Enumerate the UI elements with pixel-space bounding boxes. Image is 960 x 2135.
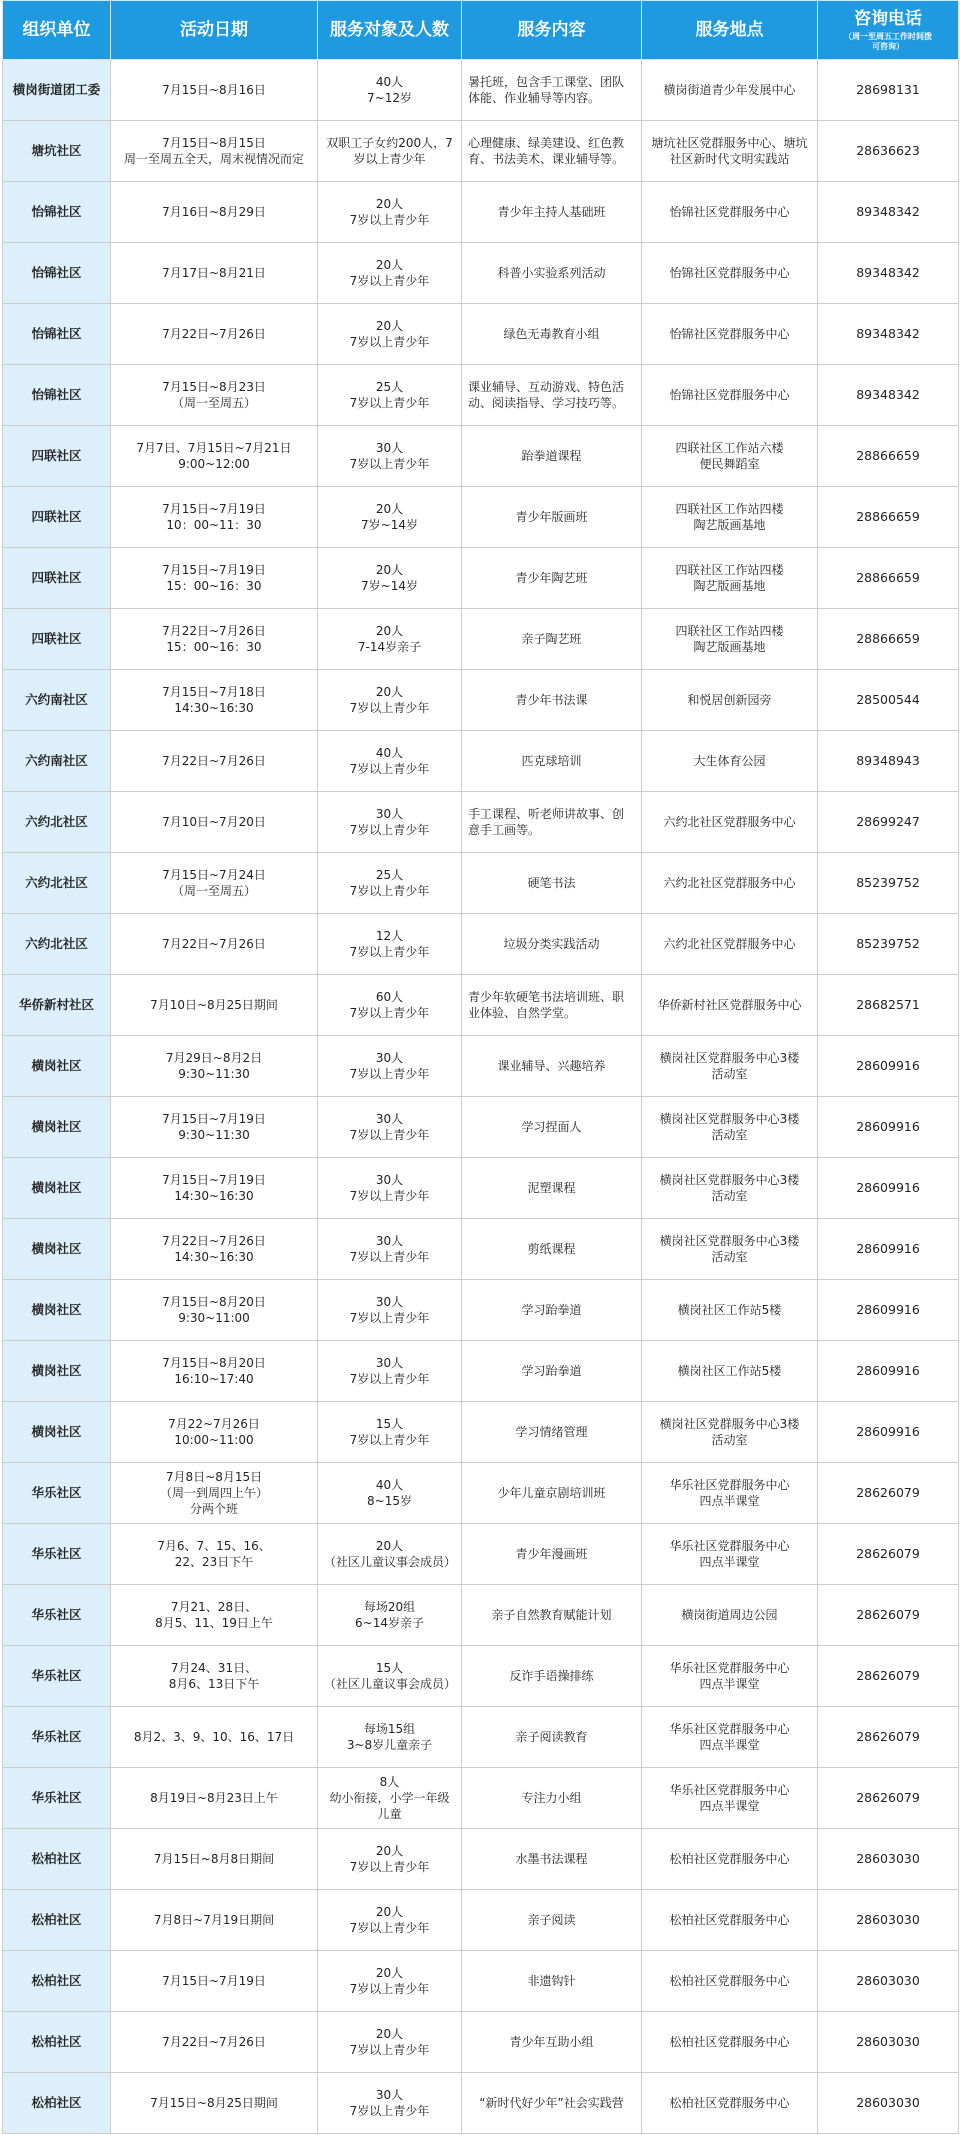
- cell-phone: 28626079: [818, 1463, 959, 1524]
- cell-location: 六约北社区党群服务中心: [642, 792, 818, 853]
- cell-date: 7月7日、7月15日~7月21日 9:00~12:00: [111, 426, 318, 487]
- cell-content: 科普小实验系列活动: [462, 243, 642, 304]
- cell-target: 30人 7岁以上青少年: [318, 792, 462, 853]
- cell-phone: 28609916: [818, 1036, 959, 1097]
- cell-date: 8月2、3、9、10、16、17日: [111, 1707, 318, 1768]
- cell-content: 手工课程、听老师讲故事、创意手工画等。: [462, 792, 642, 853]
- cell-content: 青少年书法课: [462, 670, 642, 731]
- cell-location: 松柏社区党群服务中心: [642, 1890, 818, 1951]
- cell-date: 7月24、31日、 8月6、13日下午: [111, 1646, 318, 1707]
- table-body: [3, 60, 959, 2134]
- cell-org: 松柏社区: [3, 1829, 111, 1890]
- cell-date: 7月22日~7月26日: [111, 731, 318, 792]
- cell-date: 7月15日~7月19日: [111, 1951, 318, 2012]
- table-row: [3, 1890, 959, 1951]
- table-row: [3, 609, 959, 670]
- cell-target: 20人 7岁以上青少年: [318, 243, 462, 304]
- cell-target: 20人 7岁以上青少年: [318, 1829, 462, 1890]
- cell-target: 40人 7岁以上青少年: [318, 731, 462, 792]
- cell-org: 松柏社区: [3, 2073, 111, 2134]
- cell-content: 泥塑课程: [462, 1158, 642, 1219]
- cell-phone: 28626079: [818, 1646, 959, 1707]
- table-row: [3, 670, 959, 731]
- cell-org: 横岗社区: [3, 1158, 111, 1219]
- cell-phone: 28500544: [818, 670, 959, 731]
- table-row: [3, 1036, 959, 1097]
- cell-location: 怡锦社区党群服务中心: [642, 365, 818, 426]
- cell-target: 25人 7岁以上青少年: [318, 365, 462, 426]
- cell-location: 四联社区工作站四楼 陶艺版画基地: [642, 548, 818, 609]
- table-row: [3, 182, 959, 243]
- cell-phone: 28699247: [818, 792, 959, 853]
- cell-date: 7月15日~7月19日 15：00~16：30: [111, 548, 318, 609]
- cell-phone: 89348342: [818, 182, 959, 243]
- cell-org: 六约南社区: [3, 670, 111, 731]
- cell-phone: 89348342: [818, 304, 959, 365]
- cell-content: 课业辅导、兴趣培养: [462, 1036, 642, 1097]
- cell-phone: 85239752: [818, 853, 959, 914]
- cell-target: 40人 7~12岁: [318, 60, 462, 121]
- cell-content: 学习跆拳道: [462, 1280, 642, 1341]
- cell-date: 7月29日~8月2日 9:30~11:30: [111, 1036, 318, 1097]
- cell-location: 和悦居创新园旁: [642, 670, 818, 731]
- cell-date: 7月15日~8月23日 （周一至周五）: [111, 365, 318, 426]
- cell-target: 每场15组 3~8岁儿童亲子: [318, 1707, 462, 1768]
- table-row: [3, 792, 959, 853]
- cell-date: 7月10日~8月25日期间: [111, 975, 318, 1036]
- cell-location: 四联社区工作站六楼 便民舞蹈室: [642, 426, 818, 487]
- cell-content: 暑托班，包含手工课堂、团队体能、作业辅导等内容。: [462, 60, 642, 121]
- table-row: [3, 1158, 959, 1219]
- cell-org: 横岗社区: [3, 1402, 111, 1463]
- cell-phone: 28609916: [818, 1341, 959, 1402]
- cell-location: 横岗社区工作站5楼: [642, 1280, 818, 1341]
- cell-location: 塘坑社区党群服务中心、塘坑社区新时代文明实践站: [642, 121, 818, 182]
- cell-date: 7月6、7、15、16、 22、23日下午: [111, 1524, 318, 1585]
- cell-date: 8月19日~8月23日上午: [111, 1768, 318, 1829]
- cell-content: 反诈手语操排练: [462, 1646, 642, 1707]
- cell-org: 怡锦社区: [3, 365, 111, 426]
- table-row: [3, 487, 959, 548]
- table-row: [3, 2073, 959, 2134]
- cell-phone: 28682571: [818, 975, 959, 1036]
- cell-content: “新时代好少年”社会实践营: [462, 2073, 642, 2134]
- cell-content: 学习跆拳道: [462, 1341, 642, 1402]
- cell-content: 剪纸课程: [462, 1219, 642, 1280]
- cell-phone: 28626079: [818, 1585, 959, 1646]
- table-row: [3, 1707, 959, 1768]
- cell-phone: 28603030: [818, 1890, 959, 1951]
- cell-location: 四联社区工作站四楼 陶艺版画基地: [642, 609, 818, 670]
- cell-phone: 28866659: [818, 487, 959, 548]
- cell-content: 心理健康、绿美建设、红色教育、书法美术、课业辅导等。: [462, 121, 642, 182]
- cell-target: 30人 7岁以上青少年: [318, 426, 462, 487]
- table-row: [3, 914, 959, 975]
- cell-phone: 28609916: [818, 1280, 959, 1341]
- cell-target: 20人 7岁~14岁: [318, 548, 462, 609]
- cell-target: 20人 7岁以上青少年: [318, 670, 462, 731]
- cell-target: 30人 7岁以上青少年: [318, 1219, 462, 1280]
- table-row: [3, 2012, 959, 2073]
- cell-date: 7月15日~8月25日期间: [111, 2073, 318, 2134]
- cell-location: 四联社区工作站四楼 陶艺版画基地: [642, 487, 818, 548]
- cell-phone: 89348342: [818, 243, 959, 304]
- cell-content: 青少年陶艺班: [462, 548, 642, 609]
- cell-phone: 28698131: [818, 60, 959, 121]
- activity-table: [2, 0, 959, 2134]
- cell-content: 匹克球培训: [462, 731, 642, 792]
- cell-org: 华乐社区: [3, 1524, 111, 1585]
- cell-date: 7月22日~7月26日: [111, 2012, 318, 2073]
- cell-content: 水墨书法课程: [462, 1829, 642, 1890]
- cell-content: 少年儿童京剧培训班: [462, 1463, 642, 1524]
- cell-content: 非遗钩针: [462, 1951, 642, 2012]
- cell-date: 7月15日~7月24日 （周一至周五）: [111, 853, 318, 914]
- cell-location: 松柏社区党群服务中心: [642, 2073, 818, 2134]
- header-date: 活动日期: [111, 1, 318, 60]
- table-row: [3, 426, 959, 487]
- cell-location: 华乐社区党群服务中心 四点半课堂: [642, 1524, 818, 1585]
- table-row: [3, 60, 959, 121]
- cell-content: 学习情绪管理: [462, 1402, 642, 1463]
- cell-org: 横岗社区: [3, 1341, 111, 1402]
- cell-phone: 28626079: [818, 1524, 959, 1585]
- cell-date: 7月15日~7月19日 9:30~11:30: [111, 1097, 318, 1158]
- cell-location: 华乐社区党群服务中心 四点半课堂: [642, 1707, 818, 1768]
- cell-target: 40人 8~15岁: [318, 1463, 462, 1524]
- table-row: [3, 1219, 959, 1280]
- table-row: [3, 365, 959, 426]
- cell-phone: 89348342: [818, 365, 959, 426]
- cell-date: 7月8日~8月15日 （周一到周四上午） 分两个班: [111, 1463, 318, 1524]
- table-row: [3, 1463, 959, 1524]
- header-content: 服务内容: [462, 1, 642, 60]
- cell-content: 硬笔书法: [462, 853, 642, 914]
- cell-target: 20人 7岁以上青少年: [318, 2012, 462, 2073]
- table-row: [3, 1097, 959, 1158]
- cell-target: 20人 7岁以上青少年: [318, 182, 462, 243]
- cell-content: 亲子阅读教育: [462, 1707, 642, 1768]
- cell-org: 横岗社区: [3, 1036, 111, 1097]
- cell-phone: 28603030: [818, 2012, 959, 2073]
- cell-phone: 28609916: [818, 1158, 959, 1219]
- table-row: [3, 731, 959, 792]
- cell-date: 7月15日~7月19日 10：00~11：30: [111, 487, 318, 548]
- cell-org: 怡锦社区: [3, 243, 111, 304]
- header-target: 服务对象及人数: [318, 1, 462, 60]
- cell-date: 7月21、28日、 8月5、11、19日上午: [111, 1585, 318, 1646]
- cell-phone: 28603030: [818, 1951, 959, 2012]
- table-row: [3, 1646, 959, 1707]
- cell-location: 六约北社区党群服务中心: [642, 853, 818, 914]
- table-header-row: [3, 1, 959, 60]
- cell-content: 学习捏面人: [462, 1097, 642, 1158]
- cell-content: 青少年主持人基础班: [462, 182, 642, 243]
- cell-phone: 28866659: [818, 609, 959, 670]
- cell-phone: 28609916: [818, 1219, 959, 1280]
- cell-date: 7月16日~8月29日: [111, 182, 318, 243]
- cell-target: 30人 7岁以上青少年: [318, 1280, 462, 1341]
- table-row: [3, 1280, 959, 1341]
- table-row: [3, 1402, 959, 1463]
- cell-location: 松柏社区党群服务中心: [642, 2012, 818, 2073]
- cell-org: 怡锦社区: [3, 304, 111, 365]
- cell-target: 15人 （社区儿童议事会成员）: [318, 1646, 462, 1707]
- cell-content: 专注力小组: [462, 1768, 642, 1829]
- cell-org: 四联社区: [3, 548, 111, 609]
- cell-org: 六约北社区: [3, 853, 111, 914]
- cell-target: 每场20组 6~14岁亲子: [318, 1585, 462, 1646]
- header-phone-label: 咨询电话: [854, 9, 922, 30]
- cell-content: 青少年软硬笔书法培训班、职业体验、自然学堂。: [462, 975, 642, 1036]
- cell-phone: 28609916: [818, 1402, 959, 1463]
- cell-org: 横岗街道团工委: [3, 60, 111, 121]
- cell-location: 怡锦社区党群服务中心: [642, 243, 818, 304]
- cell-location: 松柏社区党群服务中心: [642, 1829, 818, 1890]
- cell-content: 亲子陶艺班: [462, 609, 642, 670]
- cell-org: 六约北社区: [3, 792, 111, 853]
- cell-content: 亲子自然教育赋能计划: [462, 1585, 642, 1646]
- cell-phone: 28603030: [818, 1829, 959, 1890]
- cell-phone: 28626079: [818, 1707, 959, 1768]
- cell-target: 20人 7岁~14岁: [318, 487, 462, 548]
- cell-location: 横岗社区党群服务中心3楼 活动室: [642, 1402, 818, 1463]
- cell-org: 四联社区: [3, 609, 111, 670]
- cell-target: 25人 7岁以上青少年: [318, 853, 462, 914]
- cell-date: 7月15日~7月18日 14:30~16:30: [111, 670, 318, 731]
- cell-location: 六约北社区党群服务中心: [642, 914, 818, 975]
- cell-org: 华乐社区: [3, 1646, 111, 1707]
- cell-date: 7月17日~8月21日: [111, 243, 318, 304]
- header-phone-note: （周一至周五工作时间拨 可咨询）: [844, 30, 932, 51]
- cell-content: 亲子阅读: [462, 1890, 642, 1951]
- table-row: [3, 121, 959, 182]
- cell-target: 20人 （社区儿童议事会成员）: [318, 1524, 462, 1585]
- cell-target: 12人 7岁以上青少年: [318, 914, 462, 975]
- cell-content: 垃圾分类实践活动: [462, 914, 642, 975]
- cell-phone: 28866659: [818, 426, 959, 487]
- cell-location: 怡锦社区党群服务中心: [642, 304, 818, 365]
- cell-date: 7月22日~7月26日 14:30~16:30: [111, 1219, 318, 1280]
- cell-content: 青少年版画班: [462, 487, 642, 548]
- cell-content: 青少年漫画班: [462, 1524, 642, 1585]
- cell-date: 7月22日~7月26日: [111, 304, 318, 365]
- cell-phone: 85239752: [818, 914, 959, 975]
- cell-content: 跆拳道课程: [462, 426, 642, 487]
- cell-target: 30人 7岁以上青少年: [318, 2073, 462, 2134]
- cell-org: 横岗社区: [3, 1219, 111, 1280]
- table-row: [3, 1585, 959, 1646]
- cell-location: 华侨新村社区党群服务中心: [642, 975, 818, 1036]
- cell-content: 青少年互助小组: [462, 2012, 642, 2073]
- cell-target: 20人 7岁以上青少年: [318, 1951, 462, 2012]
- cell-org: 六约南社区: [3, 731, 111, 792]
- table-row: [3, 853, 959, 914]
- table-row: [3, 1829, 959, 1890]
- cell-location: 横岗街道周边公园: [642, 1585, 818, 1646]
- cell-date: 7月22~7月26日 10:00~11:00: [111, 1402, 318, 1463]
- cell-date: 7月15日~7月19日 14:30~16:30: [111, 1158, 318, 1219]
- cell-org: 怡锦社区: [3, 182, 111, 243]
- cell-date: 7月8日~7月19日期间: [111, 1890, 318, 1951]
- header-location: 服务地点: [642, 1, 818, 60]
- cell-target: 60人 7岁以上青少年: [318, 975, 462, 1036]
- cell-target: 15人 7岁以上青少年: [318, 1402, 462, 1463]
- cell-target: 30人 7岁以上青少年: [318, 1097, 462, 1158]
- cell-org: 四联社区: [3, 426, 111, 487]
- cell-location: 横岗社区党群服务中心3楼 活动室: [642, 1036, 818, 1097]
- cell-org: 华乐社区: [3, 1585, 111, 1646]
- cell-target: 8人 幼小衔接，小学一年级儿童: [318, 1768, 462, 1829]
- cell-phone: 28603030: [818, 2073, 959, 2134]
- cell-location: 怡锦社区党群服务中心: [642, 182, 818, 243]
- cell-org: 四联社区: [3, 487, 111, 548]
- cell-phone: 28609916: [818, 1097, 959, 1158]
- cell-org: 塘坑社区: [3, 121, 111, 182]
- cell-location: 横岗街道青少年发展中心: [642, 60, 818, 121]
- cell-date: 7月15日~8月15日 周一至周五全天，周末视情况而定: [111, 121, 318, 182]
- table-row: [3, 548, 959, 609]
- cell-org: 六约北社区: [3, 914, 111, 975]
- cell-org: 华乐社区: [3, 1463, 111, 1524]
- cell-date: 7月15日~8月20日 9:30~11:00: [111, 1280, 318, 1341]
- cell-content: 绿色无毒教育小组: [462, 304, 642, 365]
- cell-date: 7月15日~8月8日期间: [111, 1829, 318, 1890]
- cell-org: 松柏社区: [3, 1890, 111, 1951]
- cell-location: 华乐社区党群服务中心 四点半课堂: [642, 1463, 818, 1524]
- cell-org: 华侨新村社区: [3, 975, 111, 1036]
- cell-location: 横岗社区工作站5楼: [642, 1341, 818, 1402]
- cell-phone: 89348943: [818, 731, 959, 792]
- cell-date: 7月15日~8月20日 16:10~17:40: [111, 1341, 318, 1402]
- table-row: [3, 1341, 959, 1402]
- cell-org: 松柏社区: [3, 2012, 111, 2073]
- table-row: [3, 1768, 959, 1829]
- cell-location: 大生体育公园: [642, 731, 818, 792]
- cell-org: 松柏社区: [3, 1951, 111, 2012]
- cell-org: 横岗社区: [3, 1280, 111, 1341]
- cell-date: 7月15日~8月16日: [111, 60, 318, 121]
- cell-org: 华乐社区: [3, 1768, 111, 1829]
- cell-phone: 28636623: [818, 121, 959, 182]
- header-org: 组织单位: [3, 1, 111, 60]
- cell-target: 30人 7岁以上青少年: [318, 1036, 462, 1097]
- cell-location: 横岗社区党群服务中心3楼 活动室: [642, 1097, 818, 1158]
- cell-target: 20人 7岁以上青少年: [318, 304, 462, 365]
- cell-target: 30人 7岁以上青少年: [318, 1341, 462, 1402]
- cell-org: 横岗社区: [3, 1097, 111, 1158]
- cell-target: 20人 7岁以上青少年: [318, 1890, 462, 1951]
- cell-location: 横岗社区党群服务中心3楼 活动室: [642, 1219, 818, 1280]
- cell-phone: 28866659: [818, 548, 959, 609]
- cell-location: 松柏社区党群服务中心: [642, 1951, 818, 2012]
- cell-target: 30人 7岁以上青少年: [318, 1158, 462, 1219]
- cell-target: 双职工子女约200人，7岁以上青少年: [318, 121, 462, 182]
- table-row: [3, 975, 959, 1036]
- cell-target: 20人 7-14岁亲子: [318, 609, 462, 670]
- schedule-document: [2, 0, 958, 2134]
- cell-org: 华乐社区: [3, 1707, 111, 1768]
- header-phone: [818, 1, 959, 60]
- cell-location: 华乐社区党群服务中心 四点半课堂: [642, 1768, 818, 1829]
- table-row: [3, 304, 959, 365]
- cell-content: 课业辅导、互动游戏、特色活动、阅读指导、学习技巧等。: [462, 365, 642, 426]
- cell-location: 横岗社区党群服务中心3楼 活动室: [642, 1158, 818, 1219]
- table-row: [3, 1524, 959, 1585]
- cell-date: 7月10日~7月20日: [111, 792, 318, 853]
- cell-date: 7月22日~7月26日: [111, 914, 318, 975]
- cell-location: 华乐社区党群服务中心 四点半课堂: [642, 1646, 818, 1707]
- table-row: [3, 1951, 959, 2012]
- cell-date: 7月22日~7月26日 15：00~16：30: [111, 609, 318, 670]
- cell-phone: 28626079: [818, 1768, 959, 1829]
- table-row: [3, 243, 959, 304]
